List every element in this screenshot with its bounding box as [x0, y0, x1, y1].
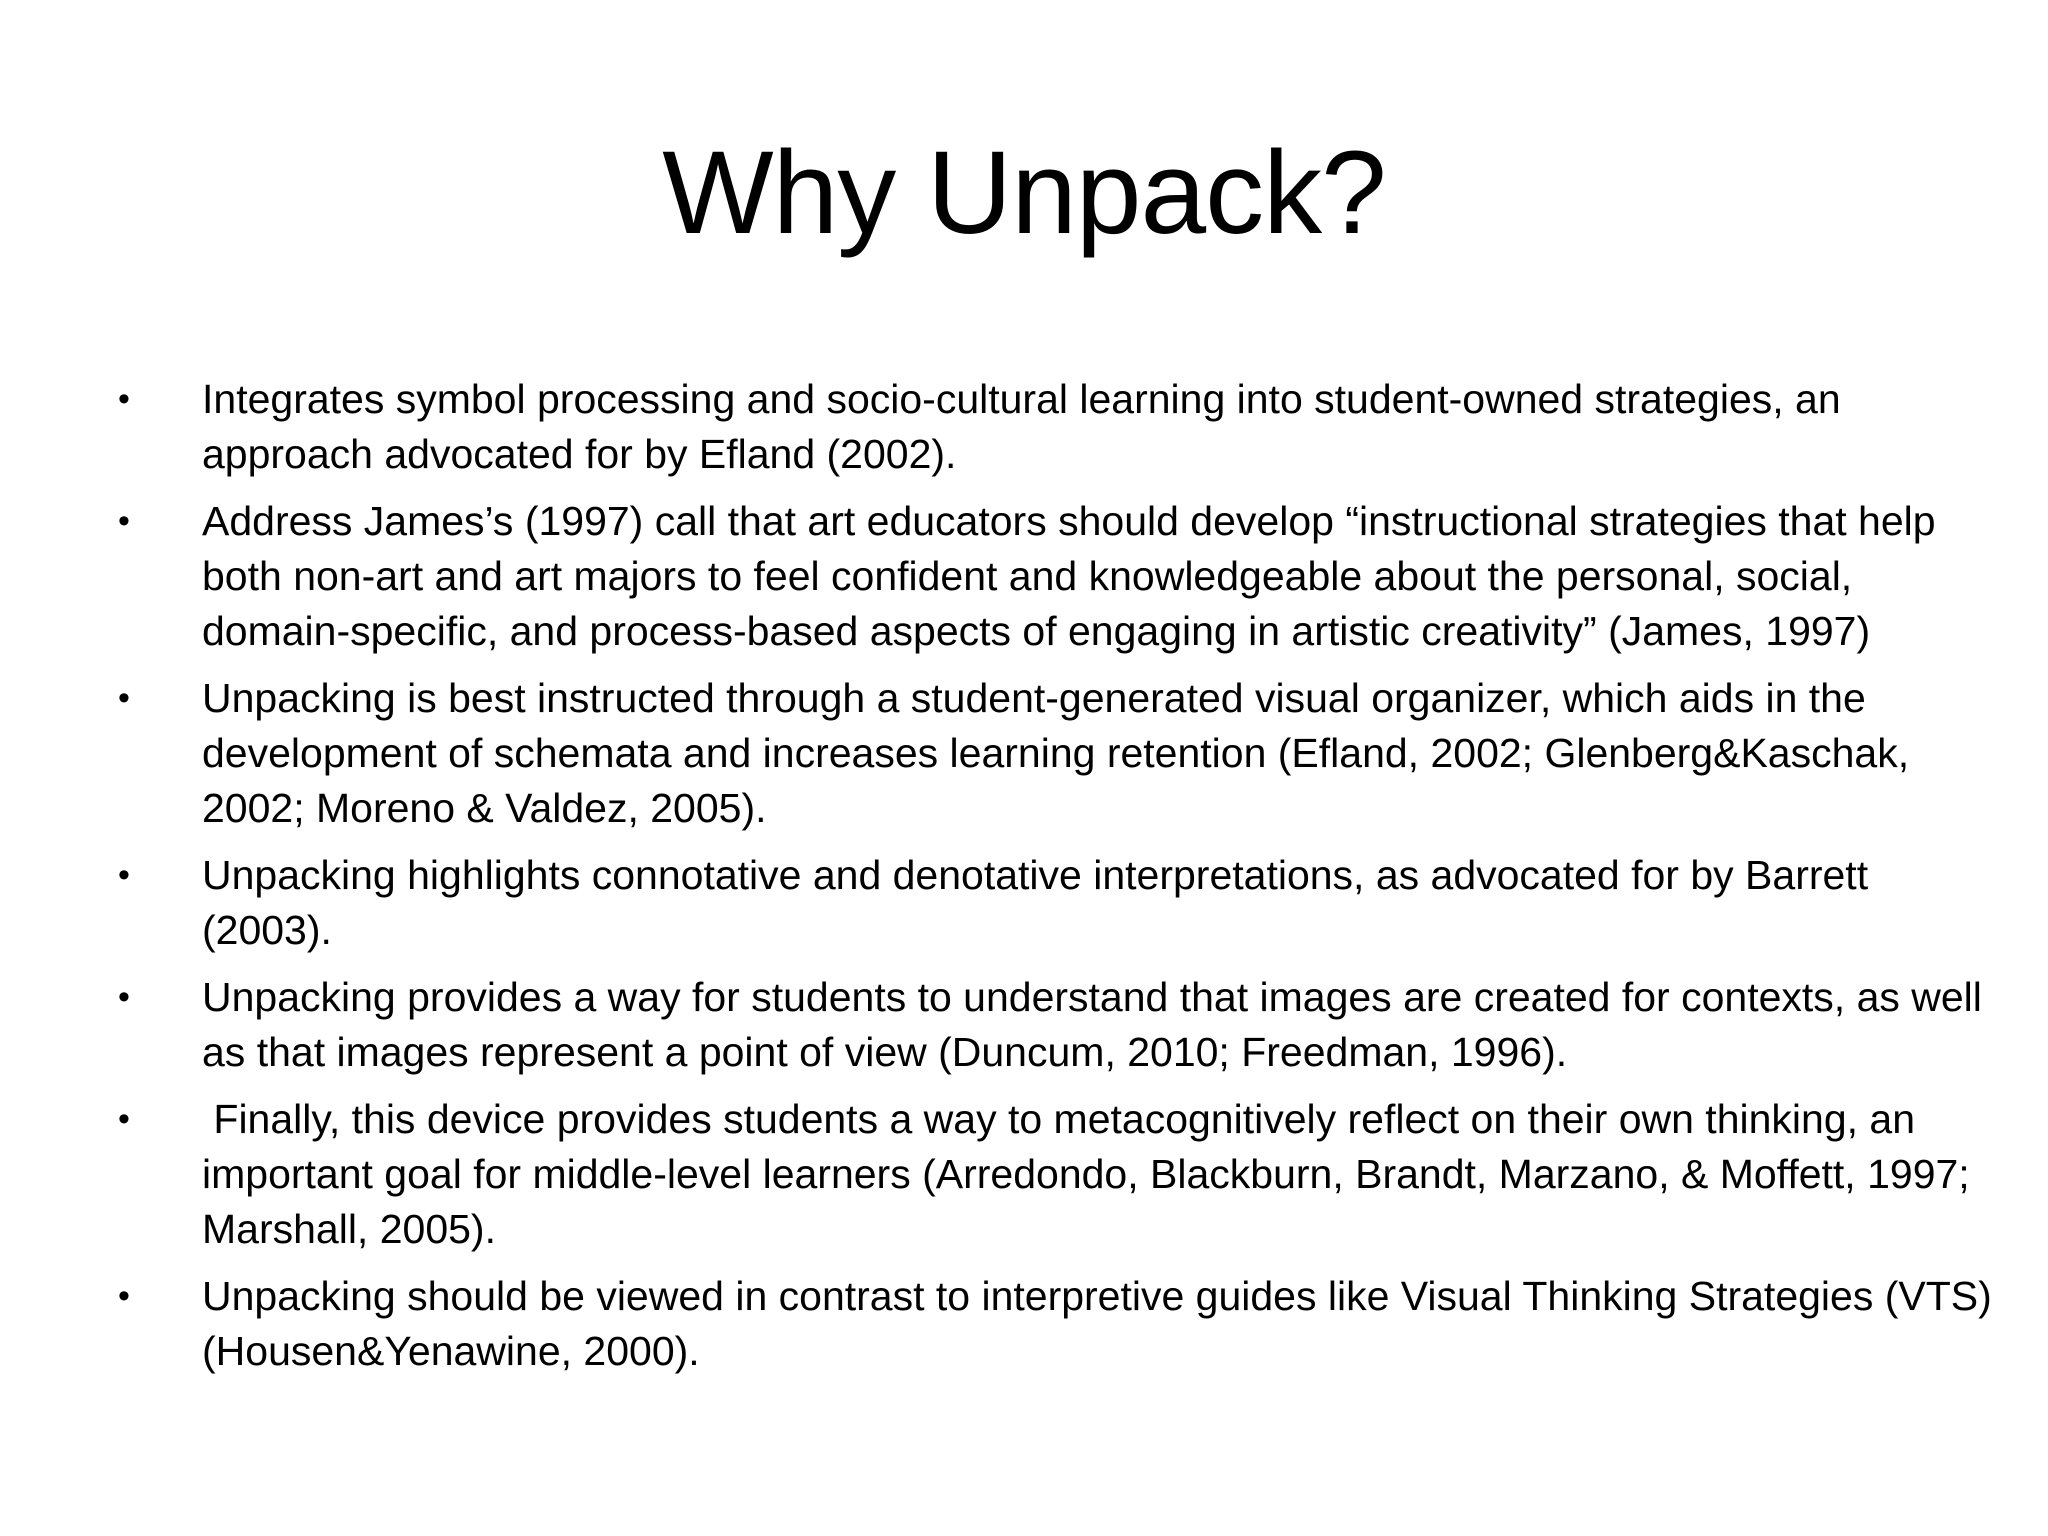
- bullet-item: [118, 372, 1998, 482]
- bullet-item: [118, 494, 1998, 659]
- bullet-text: Finally, this device provides students a way to metacognitively reflect on their own thinking, an important goal for middle-level learners (Arredondo, Blackburn, Brandt, Marzano, & Moffett, 1997; Marshall, 2005).: [202, 1096, 1982, 1252]
- bullet-item: [118, 970, 1998, 1080]
- bullet-text: Unpacking provides a way for students to understand that images are created for contexts, as well as that images represent a point of view (Duncum, 2010; Freedman, 1996).: [202, 974, 1994, 1075]
- bullet-marker: •: [118, 1277, 130, 1315]
- bullet-item: [118, 1269, 2004, 1379]
- bullet-marker: •: [118, 978, 130, 1016]
- bullet-text: Address James’s (1997) call that art educators should develop “instructional strategies that help both non-art and art majors to feel confident and knowledgeable about the personal, social, domain-specific, and process-based aspects of engaging in artistic creativity” (James, 1997): [202, 498, 1947, 654]
- bullet-marker: •: [118, 1100, 130, 1138]
- bullet-list: [118, 372, 2004, 1391]
- bullet-marker: •: [118, 856, 130, 894]
- slide-title: Why Unpack?: [662, 127, 1386, 259]
- bullet-text: Unpacking highlights connotative and denotative interpretations, as advocated for by Barrett (2003).: [202, 852, 1880, 953]
- bullet-text: Integrates symbol processing and socio-cultural learning into student-owned strategies, an approach advocated for by Efland (2002).: [202, 376, 1853, 477]
- bullet-item: [118, 671, 1998, 836]
- bullet-text: Unpacking is best instructed through a student-generated visual organizer, which aids in the development of schemata and increases learning retention (Efland, 2002; Glenberg&Kaschak, 2002; Moreno & Valdez, 2005).: [202, 675, 1921, 831]
- bullet-marker: •: [118, 502, 130, 540]
- bullet-marker: •: [118, 380, 130, 418]
- bullet-item: [118, 1092, 1998, 1257]
- bullet-item: [118, 848, 1998, 958]
- bullet-text: Unpacking should be viewed in contrast to interpretive guides like Visual Thinking Strategies (VTS) (Housen&Yenawine, 2000).: [202, 1273, 2004, 1374]
- bullet-marker: •: [118, 679, 130, 717]
